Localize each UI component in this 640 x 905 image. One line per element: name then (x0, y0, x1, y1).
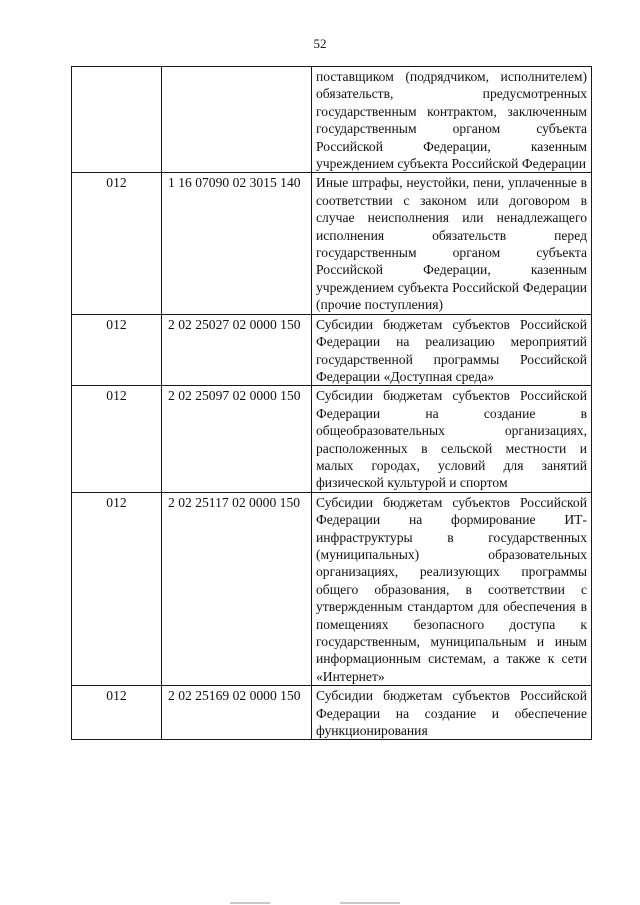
scan-artifact (230, 902, 270, 904)
revenue-name-cell: поставщиком (подрядчиком, исполнителем) обязательств, предусмотренных государственным контрактом, заключенным государственным органом субъекта Российской Федерации, казенным учреждением субъекта Российской Федерации (312, 67, 592, 173)
table-row (72, 173, 592, 314)
document-table (71, 66, 592, 740)
admin-code-cell: 012 (72, 386, 162, 492)
table-row (72, 686, 592, 740)
revenue-name-cell: Субсидии бюджетам субъектов Российской Федерации на создание в общеобразовательных организациях, расположенных в сельской местности и малых городах, условий для занятий физической культурой и спортом (312, 386, 592, 492)
table-row (72, 314, 592, 386)
admin-code-cell: 012 (72, 314, 162, 386)
table-row (72, 67, 592, 173)
budget-classification-code-cell: 2 02 25117 02 0000 150 (162, 492, 312, 685)
admin-code-cell: 012 (72, 686, 162, 740)
admin-code-cell (72, 67, 162, 173)
revenue-name-cell: Субсидии бюджетам субъектов Российской Федерации на формирование ИТ-инфраструктуры в государственных (муниципальных) образовательных организациях, реализующих программы общего образования, в соответствии с утвержденным стандартом для обеспечения в помещениях безопасного доступа к государственным, муниципальным и иным информационным системам, а также к сети «Интернет» (312, 492, 592, 685)
budget-classification-code-cell: 2 02 25027 02 0000 150 (162, 314, 312, 386)
revenue-name-cell: Субсидии бюджетам субъектов Российской Федерации на реализацию мероприятий государственной программы Российской Федерации «Доступная среда» (312, 314, 592, 386)
budget-classification-code-cell (162, 67, 312, 173)
revenue-name-cell: Иные штрафы, неустойки, пени, уплаченные в соответствии с законом или договором в случае неисполнения или ненадлежащего исполнения обязательств перед государственным органом субъекта Российской Федерации, казенным учреждением субъекта Российской Федерации (прочие поступления) (312, 173, 592, 314)
table-row (72, 492, 592, 685)
page-number: 52 (313, 36, 327, 51)
admin-code-cell: 012 (72, 173, 162, 314)
budget-classification-code-cell: 2 02 25097 02 0000 150 (162, 386, 312, 492)
budget-classification-code-cell: 1 16 07090 02 3015 140 (162, 173, 312, 314)
admin-code-cell: 012 (72, 492, 162, 685)
scan-artifact (340, 902, 400, 904)
budget-classification-code-cell: 2 02 25169 02 0000 150 (162, 686, 312, 740)
table-row (72, 386, 592, 492)
revenue-name-cell: Субсидии бюджетам субъектов Российской Федерации на создание и обеспечение функционирования (312, 686, 592, 740)
